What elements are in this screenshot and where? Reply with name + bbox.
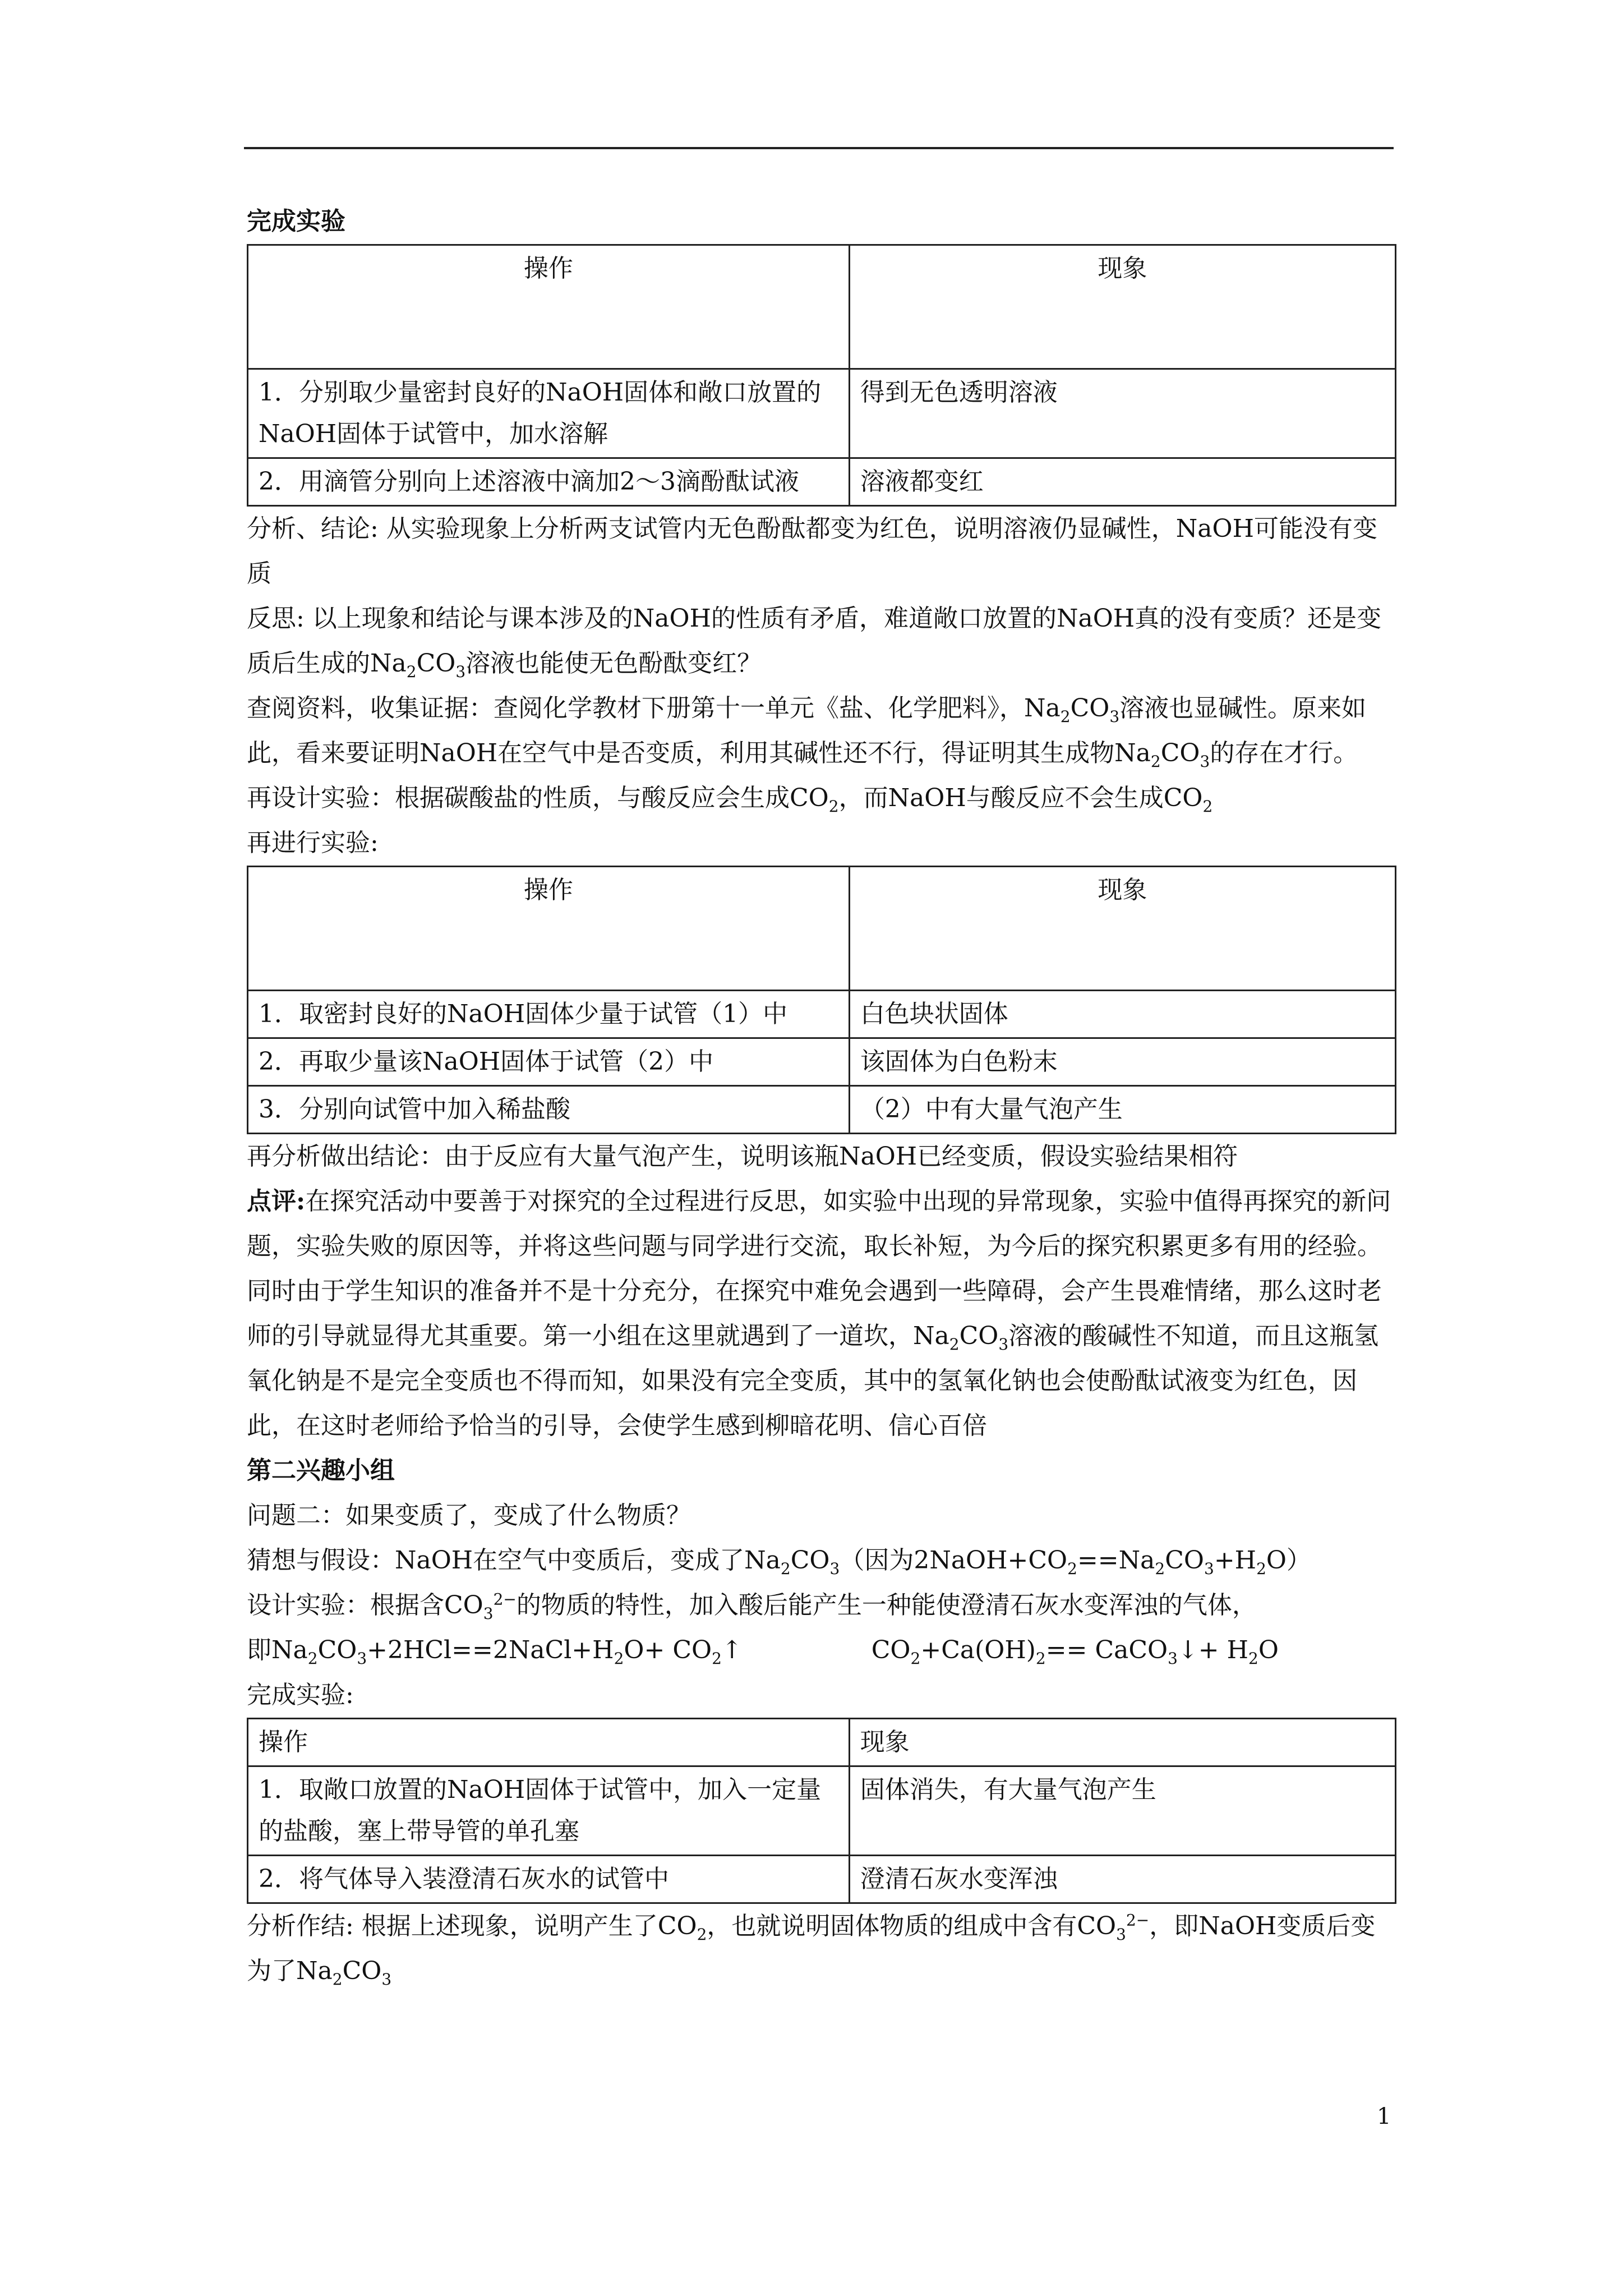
phenomenon-cell: 固体消失，有大量气泡产生: [849, 1766, 1395, 1856]
hypothesis-paragraph: 猜想与假设：NaOH在空气中变质后，变成了$Na_2CO_3$（因为$2NaOH+CO_2==Na_2CO_3+H_2O$）: [247, 1546, 1311, 1578]
redesign-paragraph: 再设计实验：根据碳酸盐的性质，与酸反应会生成$CO_2$，而NaOH与酸反应不会生成$CO_2$: [247, 784, 1213, 816]
operation-cell: 2．将气体导入装澄清石灰水的试管中: [248, 1856, 850, 1903]
section-title-complete-experiment: 完成实验: [247, 207, 345, 236]
table-row: [248, 1086, 1396, 1134]
table-row: [248, 1038, 1396, 1086]
header-operation: 操作: [248, 1719, 850, 1766]
phenomenon-cell: 得到无色透明溶液: [849, 369, 1395, 458]
operation-cell: 1．分别取少量密封良好的NaOH固体和敞口放置的NaOH固体于试管中，加水溶解: [248, 369, 850, 458]
page-content: [247, 199, 1396, 1994]
design-paragraph: 设计实验：根据含$CO_3^{2-}$的物质的特性，加入酸后能产生一种能使澄清石灰水变浑浊的气体，: [247, 1590, 1257, 1623]
phenomenon-cell: 白色块状固体: [849, 991, 1395, 1038]
conclusion-paragraph: 分析作结: 根据上述现象，说明产生了$CO_2$，也就说明固体物质的组成中含有$CO_3^{2-}$，即NaOH变质后变为了$Na_2CO_3$: [247, 1911, 1376, 1989]
phenomenon-cell: 澄清石灰水变浑浊: [849, 1856, 1395, 1903]
header-phenomenon: 现象: [849, 867, 1395, 991]
section-title-complete-experiment-2: 完成实验:: [247, 1681, 354, 1709]
phenomenon-cell: 溶液都变红: [849, 458, 1395, 506]
table-row: [248, 369, 1396, 458]
operation-cell: 3．分别向试管中加入稀盐酸: [248, 1086, 850, 1134]
operation-cell: 2．再取少量该NaOH固体于试管（2）中: [248, 1038, 850, 1086]
experiment-table-2: [247, 866, 1396, 1134]
question2-paragraph: 问题二：如果变质了，变成了什么物质？: [247, 1501, 691, 1530]
analysis-paragraph: 分析、结论: 从实验现象上分析两支试管内无色酚酞都变为红色，说明溶液仍显碱性，NaOH可能没有变质: [247, 514, 1377, 588]
table-row: [248, 1856, 1396, 1903]
phenomenon-cell: 该固体为白色粉末: [849, 1038, 1395, 1086]
research-paragraph: 查阅资料，收集证据：查阅化学教材下册第十一单元《盐、化学肥料》，$Na_2CO_3$溶液也显碱性。原来如此，看来要证明NaOH在空气中是否变质，利用其碱性还不行，得证明其生成物$Na_2CO_3$的存在才行。: [247, 694, 1367, 771]
reflection-paragraph: 反思: 以上现象和结论与课本涉及的NaOH的性质有矛盾，难道敞口放置的NaOH真的没有变质？还是变质后生成的$Na_2CO_3$溶液也能使无色酚酞变红？: [247, 604, 1382, 681]
operation-cell: 1．取密封良好的NaOH固体少量于试管（1）中: [248, 991, 850, 1038]
experiment-table-1: [247, 244, 1396, 507]
table-header-row: [248, 1719, 1396, 1766]
equations-paragraph: 即$Na_2CO_3+2HCl==2NaCl+H_2O+$ $CO_2↑$ $CO_2+Ca(OH)_2==$ CaCO$_3$↓+ $H_2O$: [247, 1636, 1279, 1668]
header-operation: 操作: [248, 867, 850, 991]
experiment-table-3: [247, 1718, 1396, 1904]
reanalysis-paragraph: 再分析做出结论：由于反应有大量气泡产生，说明该瓶NaOH已经变质，假设实验结果相符: [247, 1142, 1238, 1171]
comment-label: 点评:: [247, 1187, 306, 1216]
table-row: [248, 1766, 1396, 1856]
header-phenomenon: 现象: [849, 1719, 1395, 1766]
operation-cell: 2．用滴管分别向上述溶液中滴加2～3滴酚酞试液: [248, 458, 850, 506]
comment-paragraph: 点评:在探究活动中要善于对探究的全过程进行反思，如实验中出现的异常现象，实验中值得再探究的新问题，实验失败的原因等，并将这些问题与同学进行交流，取长补短，为今后的探究积累更多有用的经验。同时由于学生知识的准备并不是十分充分，在探究中难免会遇到一些障碍，会产生畏难情绪，那么这时老师的引导就显得尤其重要。第一小组在这里就遇到了一道坎，$Na_2CO_3$溶液的酸碱性不知道，而且这瓶氢氧化钠是不是完全变质也不得而知，如果没有完全变质，其中的氢氧化钠也会使酚酞试液变为红色，因此，在这时老师给予恰当的引导，会使学生感到柳暗花明、信心百倍: [247, 1187, 1391, 1440]
table-header-row: [248, 245, 1396, 369]
header-operation: 操作: [248, 245, 850, 369]
operation-cell: 1．取敞口放置的NaOH固体于试管中，加入一定量的盐酸，塞上带导管的单孔塞: [248, 1766, 850, 1856]
phenomenon-cell: （2）中有大量气泡产生: [849, 1086, 1395, 1134]
group2-title: 第二兴趣小组: [247, 1456, 395, 1485]
header-phenomenon: 现象: [849, 245, 1395, 369]
section-title-repeat-experiment: 再进行实验:: [247, 829, 379, 857]
table-header-row: [248, 867, 1396, 991]
page-number: 1: [1377, 2104, 1391, 2129]
header-rule: [244, 147, 1394, 149]
table-row: [248, 991, 1396, 1038]
table-row: [248, 458, 1396, 506]
